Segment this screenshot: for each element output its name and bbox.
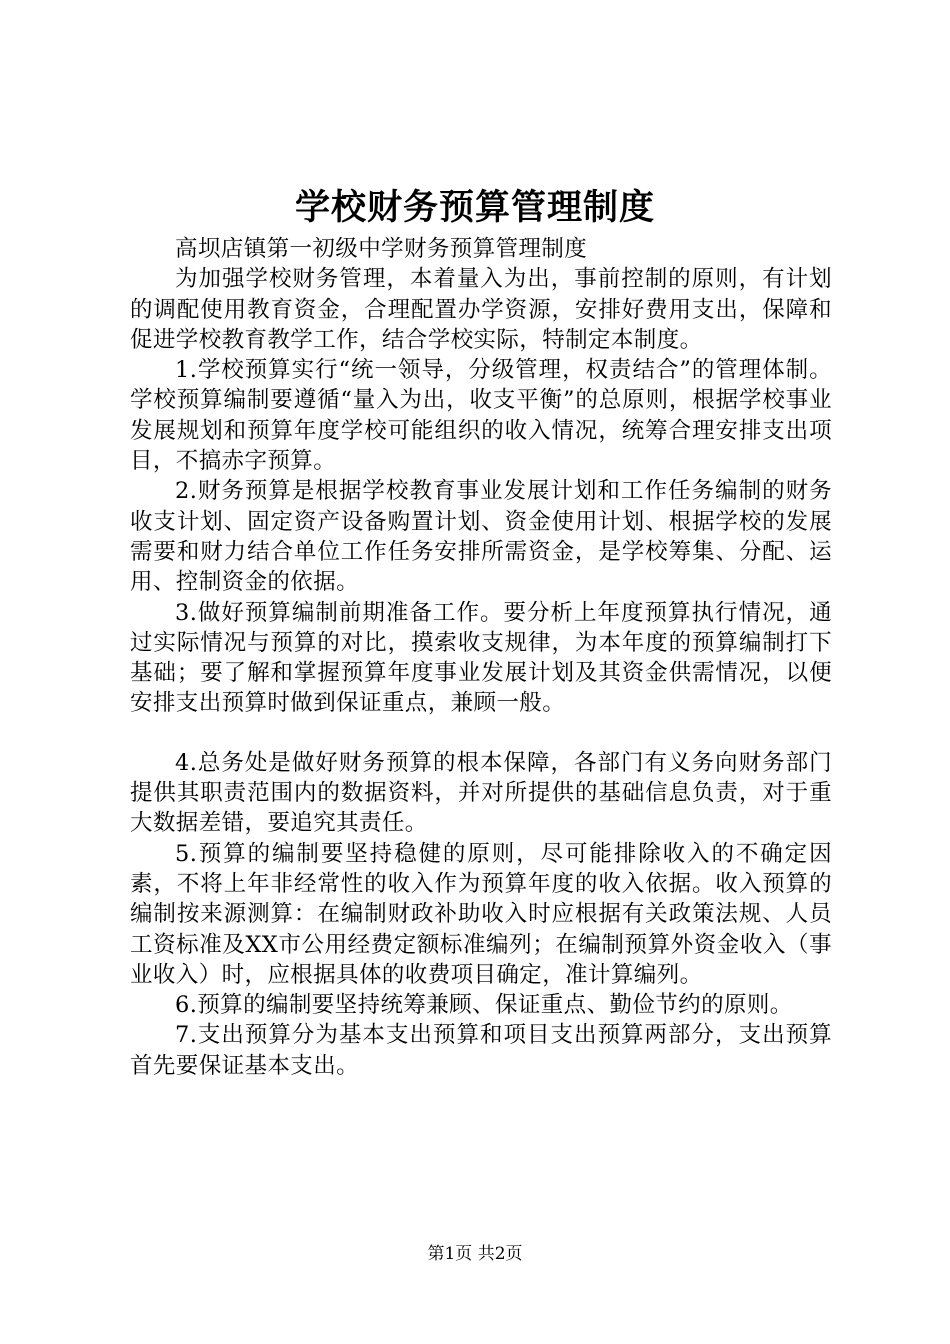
paragraph-2: 2.财务预算是根据学校教育事业发展计划和工作任务编制的财务收支计划、固定资产设备购置计划、资金使用计划、根据学校的发展需要和财力结合单位工作任务安排所需资金，是学校筹集、分配、运用、控制资金的依据。	[130, 478, 832, 596]
paragraph-3: 3.做好预算编制前期准备工作。要分析上年度预算执行情况，通过实际情况与预算的对比，摸索收支规律，为本年度的预算编制打下基础；要了解和掌握预算年度事业发展计划及其资金供需情况，以便安排支出预算时做到保证重点，兼顾一般。	[130, 599, 832, 717]
document-title: 学校财务预算管理制度	[294, 187, 655, 228]
paragraph-7: 7.支出预算分为基本支出预算和项目支出预算两部分，支出预算首先要保证基本支出。	[130, 1022, 832, 1079]
paragraph-1: 1.学校预算实行“统一领导，分级管理，权责结合”的管理体制。学校预算编制要遵循“量入为出，收支平衡”的总原则，根据学校事业发展规划和预算年度学校可能组织的收入情况，统筹合理安排支出项目，不搞赤字预算。	[130, 357, 832, 475]
document-subtitle: 高坝店镇第一初级中学财务预算管理制度	[175, 236, 588, 262]
paragraph-intro: 为加强学校财务管理，本着量入为出，事前控制的原则，有计划的调配使用教育资金，合理配置办学资源，安排好费用支出，保障和促进学校教育教学工作，结合学校实际，特制定本制度。	[130, 266, 832, 353]
paragraph-6: 6.预算的编制要坚持统筹兼顾、保证重点、勤俭节约的原则。	[175, 992, 793, 1019]
paragraph-5: 5.预算的编制要坚持稳健的原则，尽可能排除收入的不确定因素，不将上年非经常性的收入作为预算年度的收入依据。收入预算的编制按来源测算：在编制财政补助收入时应根据有关政策法规、人员工资标准及XX市公用经费定额标准编列；在编制预算外资金收入（事业收入）时，应根据具体的收费项目确定，准计算编列。	[130, 840, 832, 988]
document-body	[130, 234, 832, 1081]
paragraph-4: 4.总务处是做好财务预算的根本保障，各部门有义务向财务部门提供其职责范围内的数据资料，并对所提供的基础信息负责，对于重大数据差错，要追究其责任。	[130, 749, 832, 837]
page-indicator: 第1页 共2页	[427, 1244, 523, 1264]
